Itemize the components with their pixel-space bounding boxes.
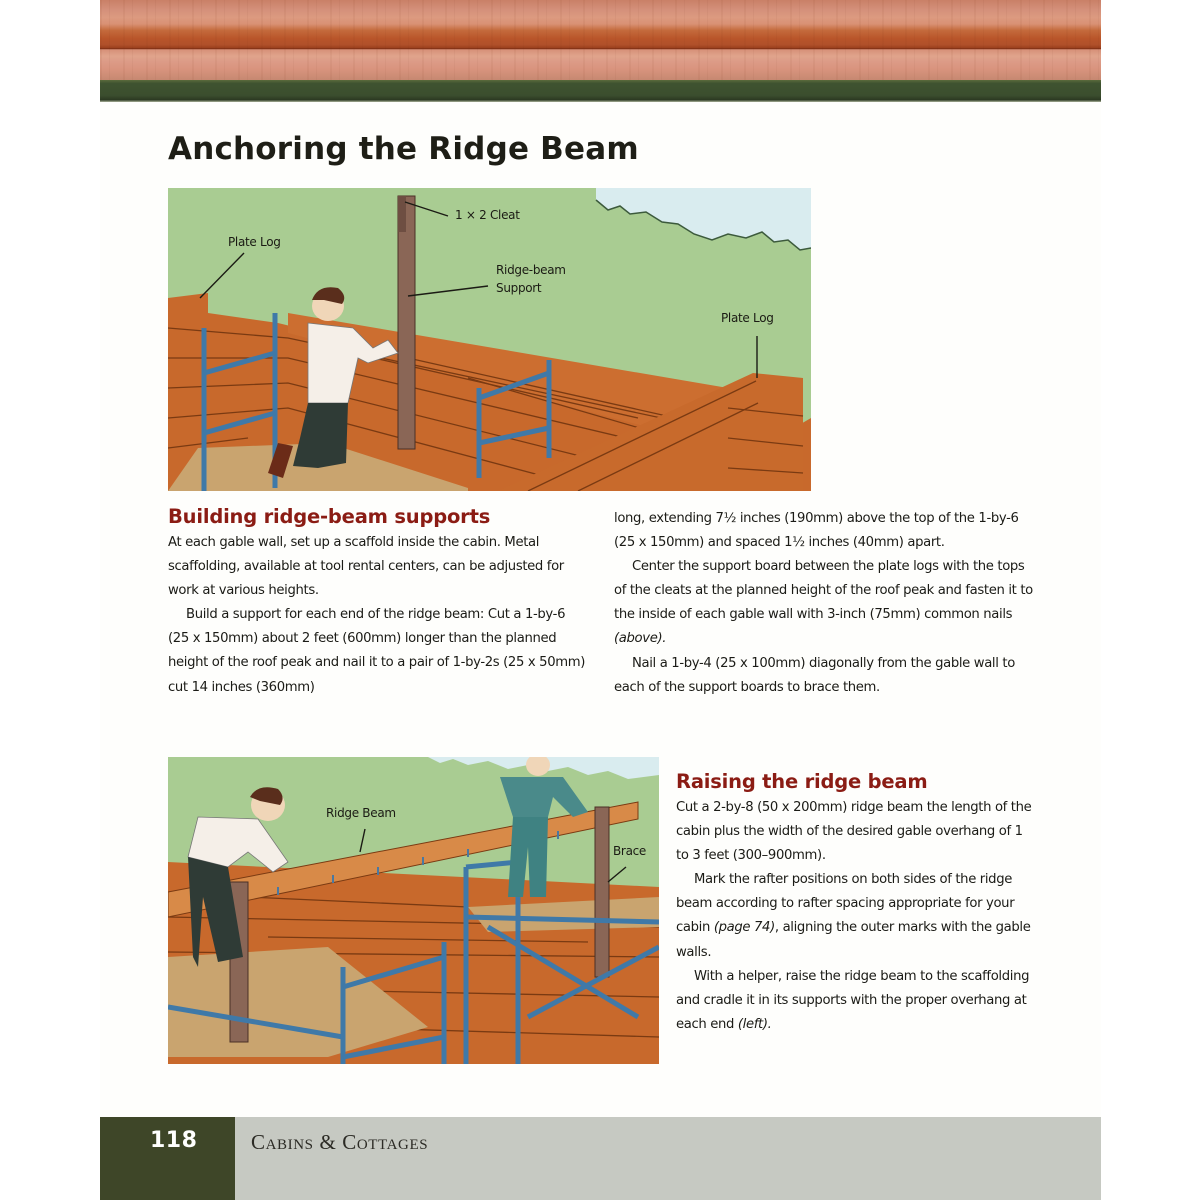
page-title: Anchoring the Ridge Beam [168, 131, 639, 167]
header-wood-grain [100, 0, 1101, 80]
supports-paragraph-1: At each gable wall, set up a scaffold inside the cabin. Metal scaffolding, available at tool rental centers, can be adjusted for work at various heights. [168, 535, 564, 599]
label-plate-log-left: Plate Log [228, 235, 281, 249]
raising-paragraph-1: Cut a 2-by-8 (50 x 200mm) ridge beam the length of the cabin plus the width of the desired gable overhang of 1 to 3 feet (300–900mm). [676, 800, 1032, 864]
illustration-drawing-2 [168, 757, 659, 1064]
raising-paragraph-2 [676, 868, 1038, 964]
raising-paragraph-3-text: With a helper, raise the ridge beam to the scaffolding and cradle it in its supports with the proper overhang at each end [676, 968, 1030, 1032]
supports-paragraph-3-text: Center the support board between the plate logs with the tops of the cleats at the planned height of the roof peak and fasten it to the inside of each gable wall with 3-inch (75mm) common nails [614, 559, 1033, 623]
illustration-ridge-beam-supports [168, 188, 811, 491]
running-footer-title: Cabins & Cottages [251, 1130, 429, 1154]
supports-column-right [614, 507, 1039, 700]
raising-paragraph-3 [676, 965, 1038, 1037]
supports-paragraph-4: Nail a 1-by-4 (25 x 100mm) diagonally from the gable wall to each of the support boards to brace them. [614, 655, 1015, 695]
raising-column [676, 796, 1038, 1037]
label-plate-log-right: Plate Log [721, 311, 774, 325]
label-cleat: 1 × 2 Cleat [455, 208, 520, 222]
label-support-line2: Support [496, 281, 542, 295]
supports-paragraph-2-continued: long, extending 7½ inches (190mm) above the top of the 1-by-6 (25 x 150mm) and spaced 1½ inches (40mm) apart. [614, 511, 1019, 551]
section-heading-supports: Building ridge-beam supports [168, 505, 491, 528]
supports-paragraph-2: Build a support for each end of the ridge beam: Cut a 1-by-6 (25 x 150mm) about 2 feet (600mm) longer than the planned height of the roof peak and nail it to a pair of 1-by-2s (25 x 50mm) cut 14 inches (360mm) [168, 607, 586, 695]
reference-page-74: (page 74) [713, 920, 775, 936]
reference-left: (left). [737, 1016, 772, 1032]
label-support-line1: Ridge-beam [496, 263, 566, 277]
illustration-drawing [168, 188, 811, 491]
raising-paragraph-2-text: Mark the rafter positions on both sides of the ridge beam according to rafter spacing appropriate for your cabin [676, 872, 1015, 936]
right-support-post [595, 807, 609, 977]
label-brace: Brace [613, 844, 647, 858]
illustration-raising-ridge-beam [168, 757, 659, 1064]
cleat [398, 196, 406, 232]
page-number: 118 [150, 1128, 198, 1153]
reference-above: (above). [614, 631, 667, 647]
header-green-band [100, 80, 1101, 102]
label-ridge-beam: Ridge Beam [326, 806, 396, 820]
ridge-beam-support-post [398, 196, 415, 449]
raising-paragraph-2-end: , aligning the outer marks with the gable walls. [676, 920, 1031, 960]
supports-paragraph-3 [614, 555, 1039, 651]
supports-column-left [168, 531, 588, 700]
section-heading-raising: Raising the ridge beam [676, 770, 928, 793]
